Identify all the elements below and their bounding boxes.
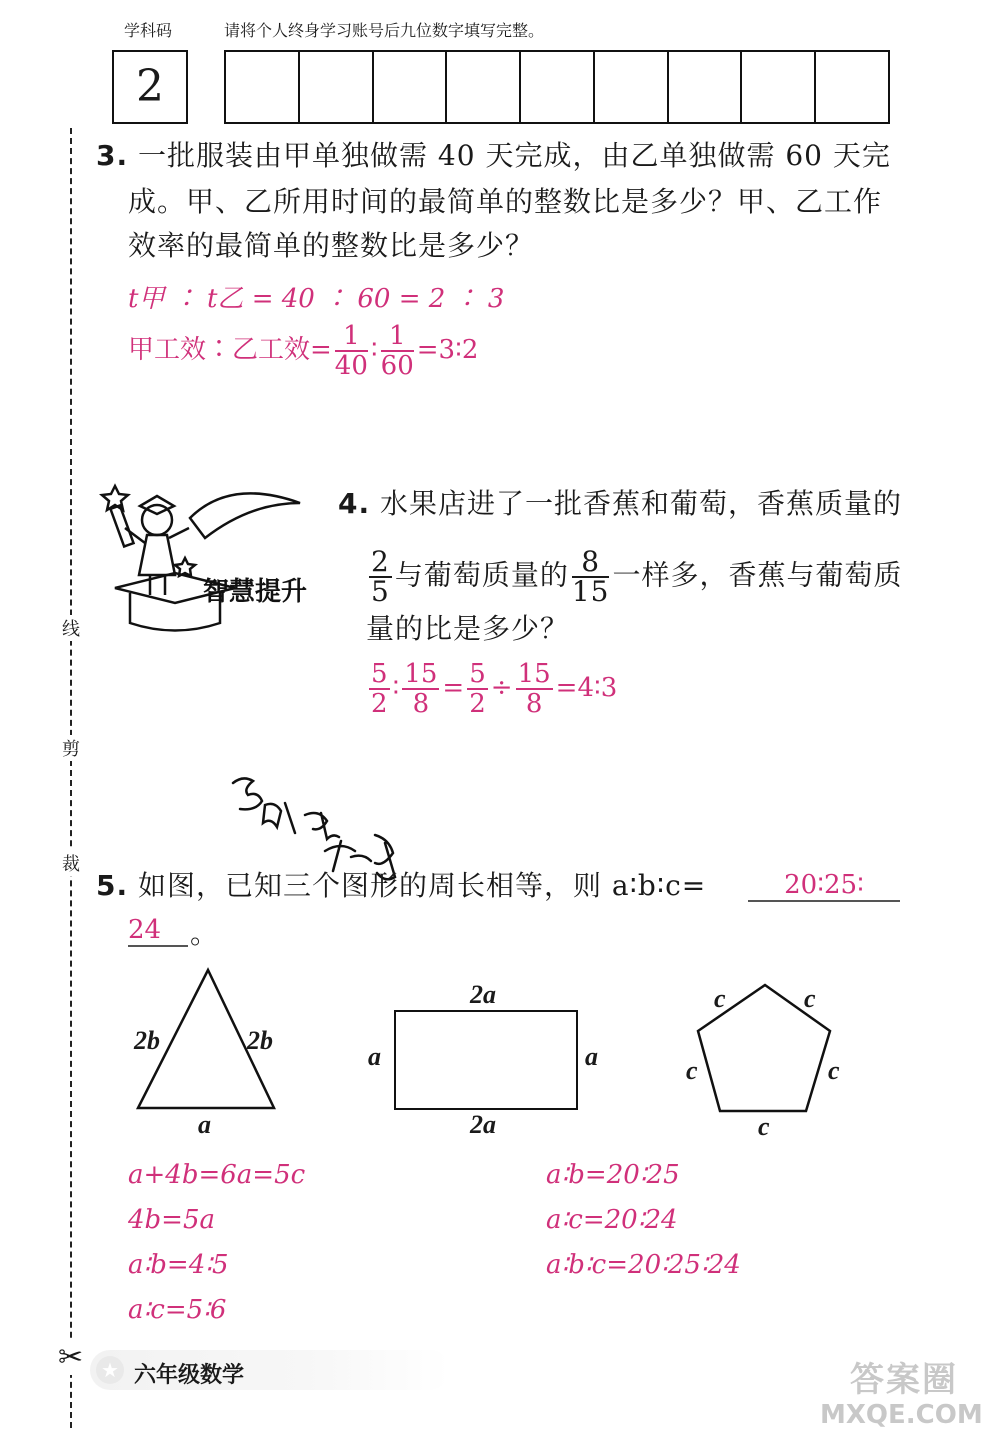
digit-box[interactable] [593,50,669,124]
footer-badge [96,1356,124,1384]
watermark-logo: 答案圈 [850,1360,958,1400]
q3-ans2-prefix: 甲工效∶乙工效= [128,335,332,365]
q4-text-mid: 与葡萄质量的 [394,558,569,592]
triangle-right-label: 2b [247,1026,273,1055]
q5-line1 [96,869,707,902]
subject-code-label: 学科码 [124,21,173,40]
frac-num: 8 [572,548,610,578]
frac-num: 5 [469,659,486,689]
margin-char-cut: 剪 [62,735,80,761]
divide-sign: ÷ [490,673,513,703]
account-instruction: 请将个人终身学习账号后九位数字填写完整。 [224,21,545,40]
frac-den: 8 [412,689,430,719]
equals: = [442,673,465,703]
margin-char-line: 线 [62,615,80,641]
fraction [381,322,414,380]
frac-den: 40 [334,351,368,381]
rectangle-figure [394,1010,578,1110]
margin-char-trim: 裁 [62,850,80,876]
q3-ans2-suffix: =3∶2 [416,335,479,365]
q3-answer-2 [128,322,478,380]
q5-work-right: a∶b∶c=20∶25∶24 [546,1250,741,1280]
frac-den: 15 [571,575,610,608]
frac-den: 2 [371,689,388,719]
frac-num: 15 [517,659,551,689]
cut-line [70,128,72,1428]
pentagon-side-label: c [686,1056,698,1085]
q3-line1 [96,139,891,172]
account-digit-boxes [224,50,890,124]
ratio-sep: ∶ [370,335,378,365]
q4-answer [366,660,617,718]
fraction [369,545,392,608]
fraction [335,322,368,380]
ratio-sep: ∶ [392,673,400,703]
q5-work-left: a+4b=6a=5c [128,1160,306,1190]
q5-work-left: a∶c=5∶6 [128,1295,227,1325]
frac-num: 1 [381,322,414,352]
frac-num: 15 [404,659,438,689]
triangle-bottom-label: a [198,1110,211,1139]
digit-box[interactable] [445,50,521,124]
triangle-left-label: 2b [134,1026,160,1055]
q5-blank-1: 20∶25∶ [748,870,900,902]
frac-num: 5 [371,659,388,689]
q3-answer-1: t甲 ∶ t乙 = 40 ∶ 60 = 2 ∶ 3 [128,284,505,314]
rectangle-top-label: 2a [470,980,496,1009]
fraction [516,660,553,718]
fraction [402,660,439,718]
q4-number: 4. [338,487,371,520]
pentagon-side-label: c [828,1056,840,1085]
star-icon: ★ [101,1358,119,1382]
digit-box[interactable] [740,50,816,124]
q4-line1 [338,487,903,520]
fraction [369,660,390,718]
q5-period: 。 [190,917,220,950]
subject-code-box [112,50,188,124]
watermark-url: MXQE.COM [820,1400,983,1430]
digit-box[interactable] [372,50,448,124]
frac-num: 2 [371,545,390,578]
q3-line2: 成。甲、乙所用时间的最简单的整数比是多少？甲、乙工作 [128,185,883,218]
pentagon-figure [690,975,840,1120]
rectangle-left-label: a [368,1042,381,1071]
q3-number: 3. [96,139,129,172]
fraction [467,660,488,718]
frac-den: 5 [371,575,390,608]
digit-box[interactable] [519,50,595,124]
frac-den: 8 [525,689,543,719]
q3-line3: 效率的最简单的整数比是多少？ [128,229,535,262]
footer-label: 六年级数学 [134,1363,245,1388]
pentagon-side-label: c [804,984,816,1013]
frac-den: 60 [380,351,414,381]
pentagon-side-label: c [758,1112,770,1141]
mascot-illustration [95,478,335,638]
digit-box[interactable] [298,50,374,124]
rectangle-right-label: a [585,1042,598,1071]
banner-text: 智慧提升 [203,577,308,607]
subject-code-value: 2 [136,61,164,112]
q4-result: =4∶3 [555,673,618,703]
frac-num: 1 [335,322,368,352]
digit-box[interactable] [814,50,890,124]
q5-number: 5. [96,869,129,902]
digit-box[interactable] [224,50,300,124]
q4-line3: 量的比是多少？ [366,612,570,645]
fraction [571,545,610,608]
q4-line2 [366,545,903,608]
scissors-icon: ✂ [58,1340,84,1375]
q5-work-right: a∶c=20∶24 [546,1205,678,1235]
q3-text-1: 一批服装由甲单独做需 40 天完成，由乙单独做需 60 天完 [138,139,891,172]
digit-box[interactable] [667,50,743,124]
q4-text-1: 水果店进了一批香蕉和葡萄，香蕉质量的 [380,487,903,520]
pentagon-side-label: c [714,984,726,1013]
q5-blank-2: 24 [128,915,188,947]
frac-den: 2 [469,689,486,719]
q5-work-right: a∶b=20∶25 [546,1160,680,1190]
q5-work-left: a∶b=4∶5 [128,1250,229,1280]
q5-text: 如图，已知三个图形的周长相等，则 a∶b∶c= [138,869,707,902]
q5-work-left: 4b=5a [128,1205,216,1235]
q4-text-tail: 一样多，香蕉与葡萄质 [612,558,903,592]
rectangle-bottom-label: 2a [470,1110,496,1139]
